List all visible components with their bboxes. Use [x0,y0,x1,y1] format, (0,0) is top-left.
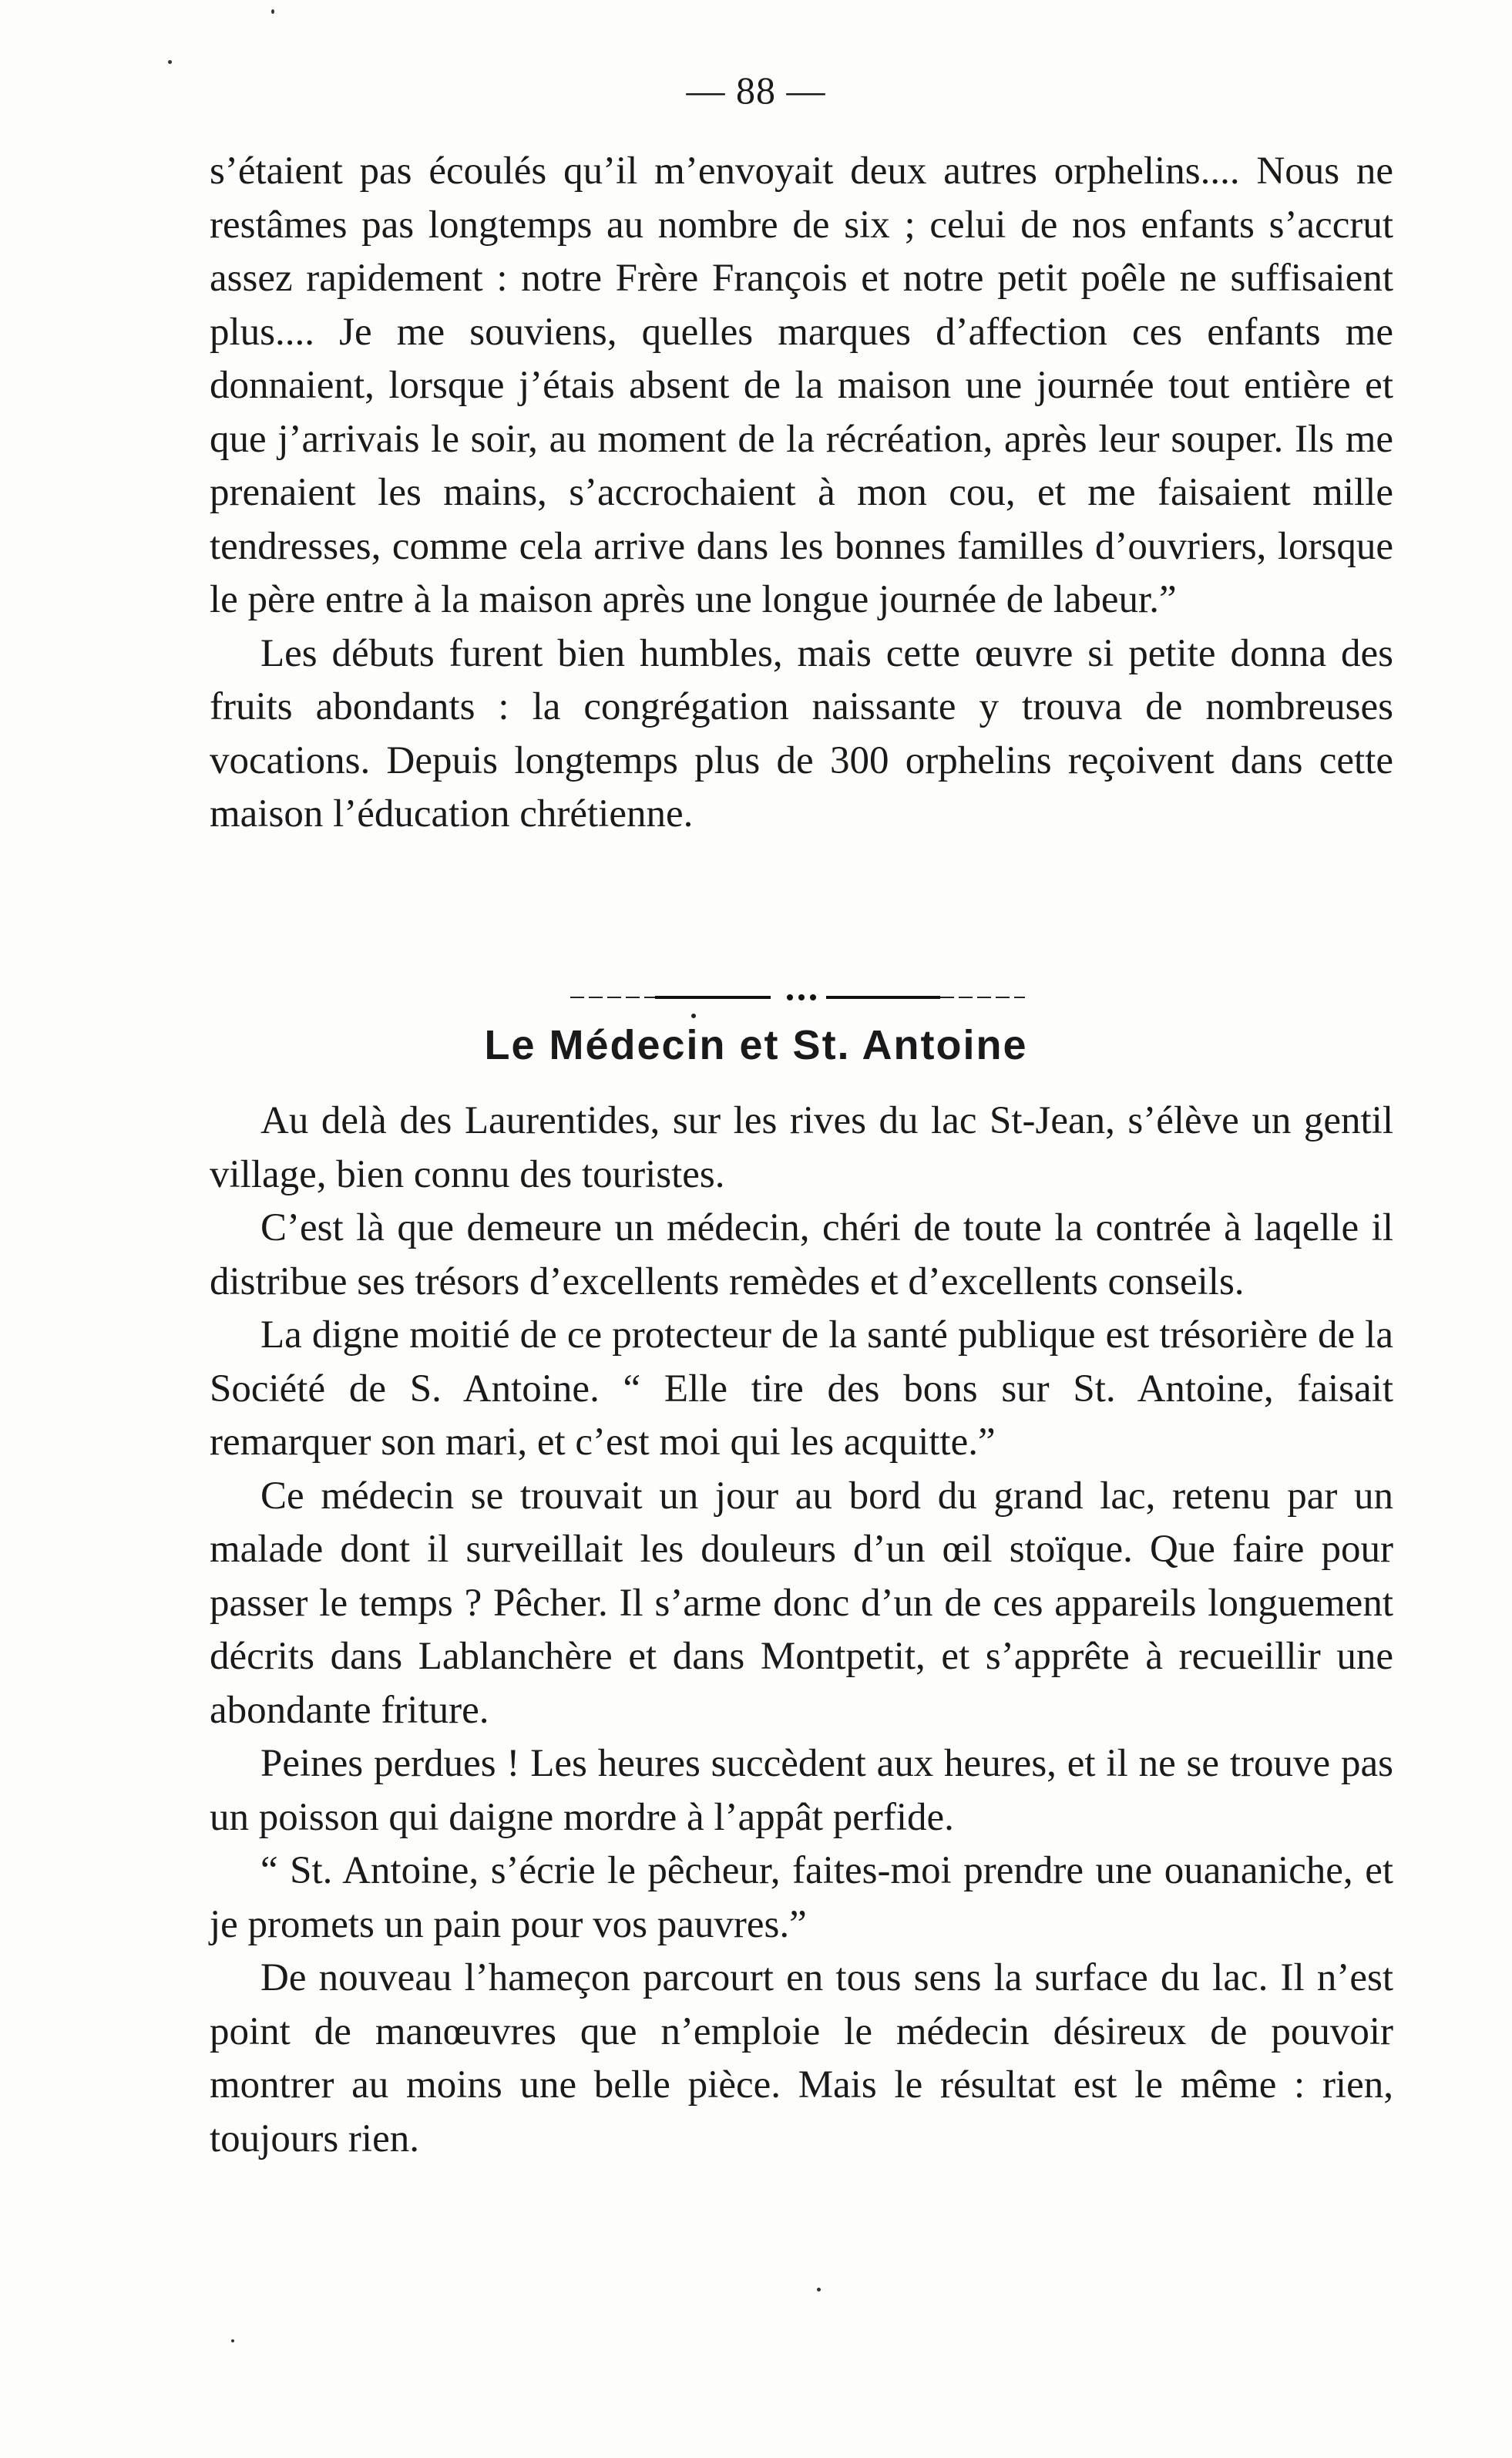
paragraph: C’est là que demeure un médecin, chéri de toute la contrée à laqelle il distribue ses trésors d’excellents remèdes et d’excellents conseils. [210,1206,1393,1303]
continued-text [210,145,1393,842]
paragraph: Les débuts furent bien humbles, mais cette œuvre si petite donna des fruits abondants : la congrégation naissante y trouva de nombreuses vocations. Depuis longtemps plus de 300 orphelins reçoivent dans cette maison l’éducation chrétienne. [210,631,1393,836]
print-speck [817,2288,821,2292]
paragraph: La digne moitié de ce protecteur de la santé publique est trésorière de la Société de S. Antoine. “ Elle tire des bons sur St. Antoine, faisait remarquer son mari, et c’est moi qui les acquitte.” [210,1313,1393,1464]
paragraph: De nouveau l’hameçon parcourt en tous sens la surface du lac. Il n’est point de manœuvres que n’emploie le médecin désireux de pouvoir montrer au moins une belle pièce. Mais le résultat est le même : rien, toujours rien. [210,1956,1393,2160]
page-number: — 88 — [686,69,826,112]
section-divider-ornament [570,984,1025,1022]
paragraph: Ce médecin se trouvait un jour au bord du grand lac, retenu par un malade dont il surveillait les douleurs d’un œil stoïque. Que faire pour passer le temps ? Pêcher. Il s’arme donc d’un de ces appareils longuement décrits dans Lablanchère et dans Montpetit, et s’apprête à recueillir une abondante friture. [210,1474,1393,1732]
print-speck [168,60,172,64]
paragraph: Au delà des Laurentides, sur les rives du lac St-Jean, s’élève un gentil village, bien connu des touristes. [210,1099,1393,1196]
paragraph: Peines perdues ! Les heures succèdent aux heures, et il ne se trouve pas un poisson qui daigne mordre à l’appât perfide. [210,1742,1393,1839]
print-speck [271,9,274,14]
paragraph: s’étaient pas écoulés qu’il m’envoyait deux autres orphelins.... Nous ne restâmes pas longtemps au nombre de six ; celui de nos enfants s’accrut assez rapidement : notre Frère François et notre petit poêle ne suffisaient plus.... Je me souviens, quelles marques d’affection ces enfants me donnaient, lorsque j’étais absent de la maison une journée tout entière et que j’arrivais le soir, au moment de la récréation, après leur souper. Ils me prenaient les mains, s’accrochaient à mon cou, et me faisaient mille tendresses, comme cela arrive dans les bonnes familles d’ouvriers, lorsque le père entre à la maison après une longue journée de labeur.” [210,150,1393,621]
section-title: Le Médecin et St. Antoine [484,1022,1028,1068]
print-speck [231,2339,234,2342]
paragraph: “ St. Antoine, s’écrie le pêcheur, faites-moi prendre une ouananiche, et je promets un pain pour vos pauvres.” [210,1849,1393,1946]
section-body [210,1094,1393,2166]
